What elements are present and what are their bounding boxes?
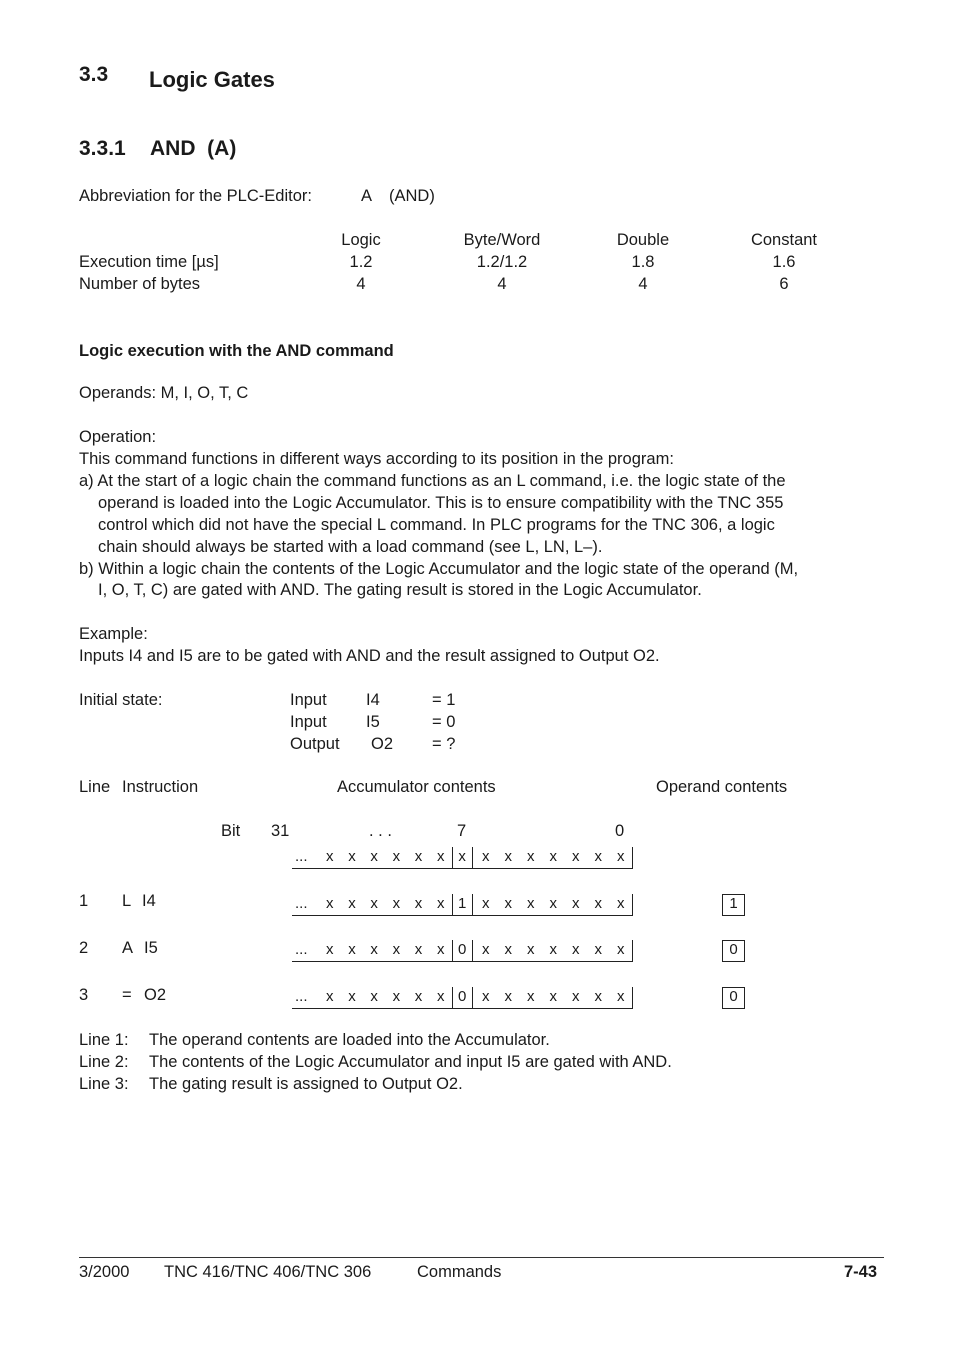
register-line-2: ... x x x x x x 0 x x x x x x x bbox=[292, 940, 633, 962]
logic-heading: Logic execution with the AND command bbox=[79, 342, 394, 360]
initial-kind-3: Output bbox=[290, 735, 340, 753]
operation-b-line-2: I, O, T, C) are gated with AND. The gating result is stored in the Logic Accumulator. bbox=[98, 581, 702, 599]
col-constant: Constant bbox=[750, 231, 818, 249]
abbrev-label: Abbreviation for the PLC-Editor: bbox=[79, 187, 312, 205]
line-op-2: A bbox=[122, 939, 134, 957]
register-initial: ... x x x x x x x x x x x x x x bbox=[292, 847, 633, 869]
register-line-1-bit: 1 bbox=[452, 894, 473, 915]
register-line-1: ... x x x x x x 1 x x x x x x x bbox=[292, 894, 633, 916]
line-arg-3: O2 bbox=[144, 986, 167, 1004]
operand-box-1: 1 bbox=[722, 894, 745, 916]
bit-mid: 7 bbox=[457, 822, 467, 840]
initial-name-2: I5 bbox=[366, 713, 380, 731]
row-label-bytes: Number of bytes bbox=[79, 275, 201, 293]
line-op-1: L bbox=[122, 892, 132, 910]
head-accumulator: Accumulator contents bbox=[337, 778, 496, 796]
line-arg-1: I4 bbox=[142, 892, 156, 910]
cell-exec-constant: 1.6 bbox=[772, 253, 796, 271]
line-num-2: 2 bbox=[79, 939, 89, 957]
abbrev-code: A bbox=[361, 187, 373, 205]
section-number: 3.3 bbox=[79, 63, 109, 86]
example-label: Example: bbox=[79, 625, 148, 643]
initial-label: Initial state: bbox=[79, 691, 163, 709]
footer-chapter: Commands bbox=[417, 1263, 502, 1281]
operation-a-line-1: a) At the start of a logic chain the command functions as an L command, i.e. the logic state of the bbox=[79, 472, 786, 490]
operand-box-3: 0 bbox=[722, 987, 745, 1009]
line-op-3: = bbox=[122, 986, 132, 1004]
note-text-1: The operand contents are loaded into the Accumulator. bbox=[149, 1031, 550, 1049]
operation-a-line-3: control which did not have the special L command. In PLC programs for the TNC 306, a logic bbox=[98, 516, 775, 534]
cell-bytes-constant: 6 bbox=[779, 275, 789, 293]
initial-name-3: O2 bbox=[371, 735, 394, 753]
head-line: Line bbox=[79, 778, 111, 796]
note-text-3: The gating result is assigned to Output O2. bbox=[149, 1075, 463, 1093]
cell-exec-double: 1.8 bbox=[631, 253, 655, 271]
line-num-3: 3 bbox=[79, 986, 89, 1004]
register-line-2-bit: 0 bbox=[452, 940, 473, 961]
head-instruction: Instruction bbox=[122, 778, 199, 796]
operand-box-2: 0 bbox=[722, 940, 745, 962]
col-logic: Logic bbox=[341, 231, 381, 249]
cell-exec-logic: 1.2 bbox=[349, 253, 373, 271]
cell-bytes-logic: 4 bbox=[356, 275, 366, 293]
register-initial-bit: x bbox=[452, 847, 473, 868]
bit-low: 0 bbox=[615, 822, 625, 840]
footer-date: 3/2000 bbox=[79, 1263, 130, 1281]
note-label-1: Line 1: bbox=[79, 1031, 129, 1049]
section-title: Logic Gates bbox=[149, 67, 275, 92]
initial-name-1: I4 bbox=[366, 691, 380, 709]
operation-a-line-4: chain should always be started with a load command (see L, LN, L–). bbox=[98, 538, 603, 556]
note-text-2: The contents of the Logic Accumulator and input I5 are gated with AND. bbox=[149, 1053, 672, 1071]
cell-bytes-byte-word: 4 bbox=[497, 275, 507, 293]
operation-b-line-1: b) Within a logic chain the contents of the Logic Accumulator and the logic state of the operand (M, bbox=[79, 560, 799, 578]
note-label-3: Line 3: bbox=[79, 1075, 129, 1093]
initial-value-2: = 0 bbox=[432, 713, 456, 731]
row-label-exec-time: Execution time [µs] bbox=[79, 253, 219, 271]
col-double: Double bbox=[616, 231, 670, 249]
initial-kind-1: Input bbox=[290, 691, 327, 709]
footer-rule bbox=[79, 1257, 884, 1258]
cell-bytes-double: 4 bbox=[638, 275, 648, 293]
operation-label: Operation: bbox=[79, 428, 157, 446]
head-operand: Operand contents bbox=[656, 778, 788, 796]
operation-intro: This command functions in different ways according to its position in the program: bbox=[79, 450, 674, 468]
footer-model: TNC 416/TNC 406/TNC 306 bbox=[164, 1263, 372, 1281]
subsection-title: AND (A) bbox=[150, 137, 237, 160]
register-line-3-bit: 0 bbox=[452, 987, 473, 1008]
cell-exec-byte-word: 1.2/1.2 bbox=[476, 253, 528, 271]
operands-text: Operands: M, I, O, T, C bbox=[79, 384, 249, 402]
abbrev-name: (AND) bbox=[389, 187, 435, 205]
example-text: Inputs I4 and I5 are to be gated with AND and the result assigned to Output O2. bbox=[79, 647, 660, 665]
line-num-1: 1 bbox=[79, 892, 89, 910]
register-line-3: ... x x x x x x 0 x x x x x x x bbox=[292, 987, 633, 1009]
initial-kind-2: Input bbox=[290, 713, 327, 731]
note-label-2: Line 2: bbox=[79, 1053, 129, 1071]
subsection-number: 3.3.1 bbox=[79, 137, 126, 160]
bit-label: Bit bbox=[221, 822, 241, 840]
line-arg-2: I5 bbox=[144, 939, 158, 957]
footer-page-number: 7-43 bbox=[844, 1263, 878, 1281]
initial-value-1: = 1 bbox=[432, 691, 456, 709]
initial-value-3: = ? bbox=[432, 735, 456, 753]
bit-high: 31 bbox=[271, 822, 290, 840]
operation-a-line-2: operand is loaded into the Logic Accumulator. This is to ensure compatibility with the TNC 355 bbox=[98, 494, 784, 512]
bit-dots: . . . bbox=[369, 822, 392, 840]
col-byte-word: Byte/Word bbox=[463, 231, 541, 249]
